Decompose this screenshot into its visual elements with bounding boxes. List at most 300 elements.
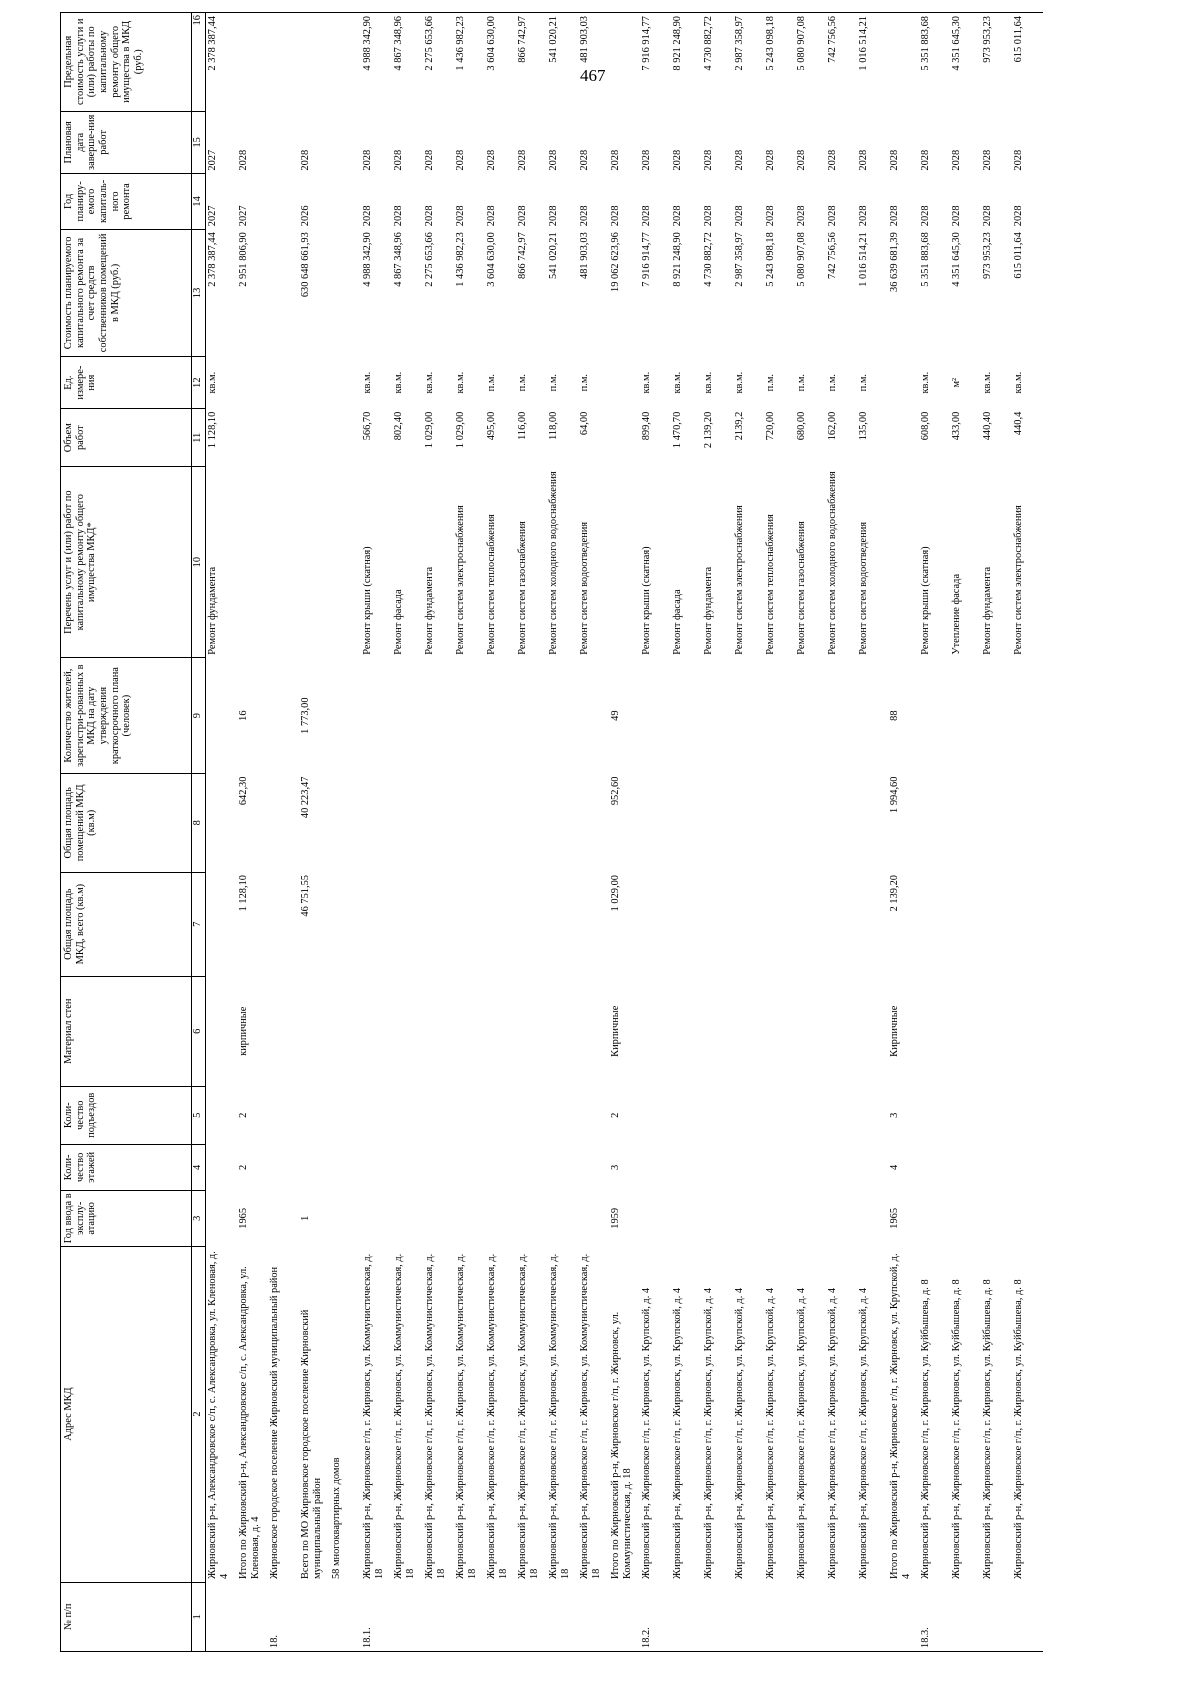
table-cell: 2028	[548, 149, 559, 171]
table-cell	[640, 774, 671, 872]
table-cell: 742 756,56	[826, 13, 857, 112]
table-cell	[268, 229, 299, 356]
table-cell	[485, 976, 516, 1086]
page-number: 467	[580, 66, 606, 85]
table-cell: 2028	[765, 149, 776, 171]
table-cell: Ремонт фундамента	[703, 566, 714, 655]
table-cell	[268, 357, 299, 409]
table-cell	[423, 1086, 454, 1144]
table-cell: кв.м.	[362, 371, 373, 394]
table-cell: кв.м.	[982, 371, 993, 394]
column-header: Перечень услуг и (или) работ по капитальному ремонту общего имущества МКД*	[61, 467, 192, 658]
table-cell	[454, 774, 485, 872]
table-cell: 2028	[486, 205, 497, 227]
table-cell	[423, 1144, 454, 1190]
table-cell: Жирновский р-н, Жирновское г/п, г. Жирновск, ул. Коммунистическая, д. 18	[548, 1253, 571, 1580]
table-cell: 899,40	[641, 411, 652, 441]
table-cell	[857, 1086, 888, 1144]
table-cell	[578, 1144, 609, 1190]
table-cell	[795, 1582, 826, 1651]
table-cell: 481 903,03	[578, 13, 609, 112]
table-cell: 2026	[300, 205, 311, 227]
column-header: Плановая дата заверше-ния работ	[61, 111, 192, 174]
table-cell	[1012, 1191, 1043, 1247]
table-cell	[888, 409, 919, 467]
table-cell: 2 951 806,90	[238, 232, 249, 287]
table-cell	[981, 872, 1012, 976]
table-row	[888, 13, 919, 1652]
table-cell	[578, 1191, 609, 1247]
table-row	[702, 13, 733, 1652]
table-cell	[702, 658, 733, 774]
table-row	[423, 13, 454, 1652]
table-cell	[764, 872, 795, 976]
table-row	[671, 13, 702, 1652]
table-cell	[1012, 774, 1043, 872]
table-cell	[299, 467, 330, 658]
table-cell: п.м.	[858, 374, 869, 392]
table-cell	[454, 976, 485, 1086]
column-header: № п/п	[61, 1582, 192, 1651]
table-cell: Ремонт систем холодного водоснабжения	[548, 471, 559, 655]
table-cell	[206, 872, 238, 976]
table-cell	[950, 774, 981, 872]
table-cell: 495,00	[486, 411, 497, 441]
table-cell: 2028	[486, 149, 497, 171]
table-cell	[764, 1191, 795, 1247]
table-cell: 1 128,10	[207, 411, 218, 449]
table-cell: 2028	[1013, 205, 1024, 227]
table-cell: 2028	[455, 149, 466, 171]
table-cell: Жирновский р-н, Жирновское г/п, г. Жирновск, ул. Крупской, д. 4	[703, 1287, 714, 1580]
table-cell: м²	[951, 377, 962, 388]
table-cell: п.м.	[517, 374, 528, 392]
table-cell: 1 128,10	[238, 875, 249, 912]
table-cell: 2	[238, 1164, 249, 1170]
table-cell	[1012, 1086, 1043, 1144]
table-cell: 1959	[610, 1207, 621, 1229]
table-cell: 2028	[889, 149, 900, 171]
table-cell	[826, 1582, 857, 1651]
table-cell: Ремонт систем газоснабжения	[796, 521, 807, 655]
table-cell: 18.	[268, 1582, 299, 1651]
table-cell: 5 080 907,08	[795, 13, 826, 112]
table-cell: кв.м.	[734, 371, 745, 394]
table-cell	[702, 872, 733, 976]
table-cell: 4 730 882,72	[703, 232, 714, 287]
table-cell: 2 275 653,66	[424, 232, 435, 287]
table-cell: Жирновский р-н, Жирновское г/п, г. Жирновск, ул. Куйбышева, д. 8	[982, 1279, 993, 1580]
column-header: Предельная стоимость услуги и (или) работы по капитальному ремонту общего имущества в МКД (руб.)	[61, 13, 192, 112]
table-cell	[268, 409, 299, 467]
table-cell: 162,00	[827, 411, 838, 441]
table-cell	[454, 1191, 485, 1247]
table-cell	[268, 1191, 299, 1247]
table-cell	[485, 1086, 516, 1144]
table-row	[454, 13, 485, 1652]
table-cell	[516, 1582, 547, 1651]
table-cell	[268, 111, 299, 174]
table-cell: Кирпичные	[610, 1005, 621, 1057]
table-cell: 2028	[858, 205, 869, 227]
table-cell	[330, 229, 361, 356]
table-cell: 2028	[734, 149, 745, 171]
table-cell	[733, 1144, 764, 1190]
table-body	[206, 13, 1044, 1652]
table-cell: 1	[300, 1215, 311, 1221]
table-cell: 135,00	[858, 411, 869, 441]
table-cell: 2028	[300, 149, 311, 171]
table-cell	[1012, 872, 1043, 976]
table-cell: Жирновский р-н, Жирновское г/п, г. Жирновск, ул. Крупской, д. 4	[796, 1287, 807, 1580]
table-cell	[609, 409, 640, 467]
table-cell	[826, 976, 857, 1086]
table-cell	[702, 1191, 733, 1247]
table-cell: 1 029,00	[455, 411, 466, 449]
table-cell	[764, 976, 795, 1086]
table-cell	[702, 1582, 733, 1651]
table-cell: Ремонт систем водоотведения	[858, 521, 869, 655]
table-cell	[268, 1144, 299, 1190]
table-cell	[950, 872, 981, 976]
table-cell: 2028	[734, 205, 745, 227]
table-cell: 1 016 514,21	[858, 232, 869, 287]
table-cell: 2028	[393, 205, 404, 227]
table-cell: 2028	[610, 149, 621, 171]
table-cell	[392, 1086, 423, 1144]
table-cell: кв.м.	[641, 371, 652, 394]
table-cell: 1 470,70	[672, 411, 683, 449]
table-cell: 615 011,64	[1013, 232, 1024, 279]
table-cell: 2027	[238, 205, 249, 227]
column-header: Общая площадь МКД, всего (кв.м)	[61, 872, 192, 976]
table-row	[640, 13, 671, 1652]
table-cell: 630 648 661,93	[300, 232, 311, 298]
table-row	[578, 13, 609, 1652]
table-cell: 2028	[1013, 149, 1024, 171]
table-cell: 8 921 248,90	[672, 232, 683, 287]
table-cell	[733, 1086, 764, 1144]
table-cell: 1 029,00	[610, 875, 621, 912]
table-cell	[609, 467, 640, 658]
table-cell	[237, 1582, 268, 1651]
table-cell	[857, 976, 888, 1086]
table-cell: Ремонт крыши (скатная)	[920, 546, 931, 655]
header-row	[61, 13, 192, 1652]
table-cell	[330, 357, 361, 409]
table-cell	[609, 1582, 640, 1651]
table-cell	[919, 1086, 950, 1144]
table-cell	[764, 774, 795, 872]
table-cell: Ремонт систем теплоснабжения	[765, 514, 776, 655]
table-cell	[330, 409, 361, 467]
table-cell	[454, 1086, 485, 1144]
table-cell	[857, 1144, 888, 1190]
capital-repair-table	[60, 12, 1043, 1652]
table-cell: кв.м.	[703, 371, 714, 394]
table-cell	[547, 1086, 578, 1144]
table-cell	[950, 976, 981, 1086]
table-cell	[206, 976, 238, 1086]
table-cell: Жирновский р-н, Жирновское г/п, г. Жирновск, ул. Крупской, д. 4	[734, 1287, 745, 1580]
table-row	[547, 13, 578, 1652]
table-cell	[795, 1086, 826, 1144]
table-cell: Ремонт фундамента	[424, 566, 435, 655]
column-header: Объем работ	[61, 409, 192, 467]
table-cell	[857, 1191, 888, 1247]
table-cell	[485, 774, 516, 872]
table-cell	[547, 658, 578, 774]
table-cell	[330, 467, 361, 658]
table-cell	[547, 1191, 578, 1247]
table-cell: 18.1.	[361, 1582, 392, 1651]
column-header: Год ввода в эксплу-атацию	[61, 1191, 192, 1247]
table-cell: 118,00	[548, 411, 559, 440]
table-row	[330, 13, 361, 1652]
table-cell: Жирновский р-н, Жирновское г/п, г. Жирновск, ул. Коммунистическая, д. 18	[424, 1253, 447, 1580]
table-cell: п.м.	[827, 374, 838, 392]
table-cell	[950, 1582, 981, 1651]
table-cell	[981, 1086, 1012, 1144]
table-cell	[392, 1144, 423, 1190]
table-cell: 2028	[672, 205, 683, 227]
column-number: 15	[192, 111, 206, 174]
table-cell	[640, 872, 671, 976]
table-cell: 4	[889, 1164, 900, 1170]
table-cell: Кирпичные	[889, 1005, 900, 1057]
table-cell	[423, 976, 454, 1086]
table-cell: 16	[238, 710, 249, 721]
table-cell	[547, 976, 578, 1086]
table-cell	[330, 111, 361, 174]
table-cell: 1 436 982,23	[454, 13, 485, 112]
table-cell: 2 987 358,97	[734, 232, 745, 287]
table-cell: 4 867 348,96	[392, 13, 423, 112]
table-cell	[330, 13, 361, 112]
table-cell	[671, 1191, 702, 1247]
table-cell	[206, 1582, 238, 1651]
column-header: Коли-чество этажей	[61, 1144, 192, 1190]
table-cell: Жирновский р-н, Жирновское г/п, г. Жирновск, ул. Крупской, д. 4	[765, 1287, 776, 1580]
table-cell	[888, 13, 919, 112]
table-cell: Всего по МО Жирновское городское поселение Жирновский муниципальный район	[300, 1309, 323, 1580]
table-cell: 1965	[238, 1207, 249, 1229]
table-cell: 2 139,20	[889, 875, 900, 912]
table-cell	[423, 1191, 454, 1247]
table-cell	[733, 976, 764, 1086]
table-cell	[919, 658, 950, 774]
table-cell	[671, 976, 702, 1086]
table-cell	[671, 1582, 702, 1651]
table-cell: кв.м.	[920, 371, 931, 394]
table-cell	[578, 1582, 609, 1651]
table-cell	[795, 1191, 826, 1247]
table-cell	[857, 1582, 888, 1651]
table-cell: 2027	[207, 205, 218, 227]
table-cell	[423, 658, 454, 774]
table-cell: кв.м.	[393, 371, 404, 394]
table-cell: 541 020,21	[548, 232, 559, 279]
table-cell: 3 604 630,00	[486, 232, 497, 287]
table-cell	[485, 658, 516, 774]
table-cell: 64,00	[579, 411, 590, 436]
table-cell	[330, 872, 361, 976]
table-cell: 18.2.	[640, 1582, 671, 1651]
table-cell: 2028	[610, 205, 621, 227]
column-number: 14	[192, 174, 206, 230]
table-cell: 2	[238, 1112, 249, 1118]
table-cell	[330, 1086, 361, 1144]
table-cell	[485, 1191, 516, 1247]
table-cell: 2028	[238, 149, 249, 171]
table-cell	[392, 976, 423, 1086]
table-cell: 2 378 387,44	[206, 13, 238, 112]
table-cell: 2028	[951, 205, 962, 227]
table-cell	[330, 774, 361, 872]
table-cell	[423, 1582, 454, 1651]
table-cell	[609, 13, 640, 112]
table-cell: 2028	[362, 205, 373, 227]
table-cell: 2028	[703, 149, 714, 171]
table-cell: Жирновский р-н, Жирновское г/п, г. Жирновск, ул. Крупской, д. 4	[827, 1287, 838, 1580]
table-row	[826, 13, 857, 1652]
table-cell: Ремонт фундамента	[982, 566, 993, 655]
table-cell: 2 275 653,66	[423, 13, 454, 112]
table-cell	[857, 774, 888, 872]
table-cell: 680,00	[796, 411, 807, 441]
table-cell	[981, 976, 1012, 1086]
table-cell	[516, 774, 547, 872]
table-cell: 5 351 883,68	[920, 232, 931, 287]
table-row	[981, 13, 1012, 1652]
table-cell: Жирновский р-н, Жирновское г/п, г. Жирновск, ул. Куйбышева, д. 8	[920, 1279, 931, 1580]
table-cell: Ремонт систем электроснабжения	[734, 505, 745, 655]
table-cell: 2027	[207, 149, 218, 171]
table-cell	[950, 1144, 981, 1190]
column-header: Адрес МКД	[61, 1246, 192, 1582]
table-cell: 2028	[672, 149, 683, 171]
table-cell	[950, 1086, 981, 1144]
table-cell	[919, 774, 950, 872]
rotated-table-wrapper	[60, 12, 1170, 1652]
table-cell	[361, 774, 392, 872]
table-cell: п.м.	[765, 374, 776, 392]
table-cell	[454, 1144, 485, 1190]
table-cell	[919, 1191, 950, 1247]
table-cell: 2	[610, 1112, 621, 1118]
table-cell	[299, 976, 330, 1086]
table-cell: кв.м.	[1013, 371, 1024, 394]
table-cell	[671, 872, 702, 976]
table-cell: 19 062 623,96	[610, 232, 621, 292]
table-cell	[1012, 1144, 1043, 1190]
table-cell	[826, 1191, 857, 1247]
table-cell: 4 351 645,30	[951, 232, 962, 287]
table-row	[795, 13, 826, 1652]
table-cell: 802,40	[393, 411, 404, 441]
table-cell	[299, 1086, 330, 1144]
table-cell	[516, 1144, 547, 1190]
table-cell: 36 639 681,39	[889, 232, 900, 292]
column-header: Коли-чество подъездов	[61, 1086, 192, 1144]
table-cell	[299, 13, 330, 112]
table-cell: кирпичные	[238, 1006, 249, 1056]
table-cell	[888, 1582, 919, 1651]
table-cell: 2 987 358,97	[733, 13, 764, 112]
table-cell	[764, 1582, 795, 1651]
table-cell: 88	[889, 710, 900, 721]
table-cell	[547, 1144, 578, 1190]
table-cell	[733, 1582, 764, 1651]
table-cell: п.м.	[548, 374, 559, 392]
table-cell	[392, 658, 423, 774]
table-cell	[268, 467, 299, 658]
table-cell: Жирновский р-н, Жирновское г/п, г. Жирновск, ул. Коммунистическая, д. 18	[486, 1253, 509, 1580]
table-cell	[299, 409, 330, 467]
table-cell: 2028	[393, 149, 404, 171]
table-cell: 742 756,56	[827, 232, 838, 279]
table-cell	[299, 1582, 330, 1651]
table-cell	[919, 872, 950, 976]
table-cell	[206, 1191, 238, 1247]
column-number: 2	[192, 1246, 206, 1582]
table-cell	[547, 1582, 578, 1651]
table-cell	[361, 872, 392, 976]
table-cell: Ремонт крыши (скатная)	[362, 546, 373, 655]
table-cell: 4 351 645,30	[950, 13, 981, 112]
table-row	[392, 13, 423, 1652]
table-cell	[764, 658, 795, 774]
table-cell: Жирновский р-н, Жирновское г/п, г. Жирновск, ул. Коммунистическая, д. 18	[517, 1253, 540, 1580]
column-header: Материал стен	[61, 976, 192, 1086]
table-cell	[888, 467, 919, 658]
table-cell	[547, 774, 578, 872]
table-cell: Ремонт систем газоснабжения	[517, 521, 528, 655]
table-cell: 866 742,97	[516, 13, 547, 112]
table-cell	[268, 13, 299, 112]
table-cell: 2028	[858, 149, 869, 171]
table-cell	[702, 976, 733, 1086]
table-cell: п.м.	[486, 374, 497, 392]
table-cell: 608,00	[920, 411, 931, 441]
table-cell	[950, 658, 981, 774]
table-cell: 2028	[548, 205, 559, 227]
table-cell	[454, 1582, 485, 1651]
table-cell: 5 243 098,18	[765, 232, 776, 287]
table-cell: Жирновское городское поселение Жирновский муниципальный район	[269, 1266, 280, 1580]
table-cell: 2028	[982, 205, 993, 227]
table-row	[919, 13, 950, 1652]
table-cell	[361, 658, 392, 774]
table-cell	[733, 774, 764, 872]
table-cell	[268, 1086, 299, 1144]
table-cell	[392, 774, 423, 872]
column-header: Ед. измере-ния	[61, 357, 192, 409]
table-cell	[764, 1144, 795, 1190]
table-cell	[268, 976, 299, 1086]
table-cell: 642,30	[238, 776, 249, 806]
table-cell: Итого по Жирновский р-н, Александровское с/п, с. Александровка, ул. Кленовая, д. 4	[238, 1266, 261, 1580]
table-cell	[423, 872, 454, 976]
table-cell	[826, 872, 857, 976]
table-cell: 5 351 883,68	[919, 13, 950, 112]
table-cell: 46 751,55	[300, 875, 311, 917]
table-cell	[578, 1086, 609, 1144]
table-cell	[764, 1086, 795, 1144]
column-header: Количество жителей, зарегистри-рованных в МКД на дату утверждения краткосрочного плана (человек)	[61, 658, 192, 774]
table-cell	[485, 1144, 516, 1190]
table-cell	[981, 774, 1012, 872]
